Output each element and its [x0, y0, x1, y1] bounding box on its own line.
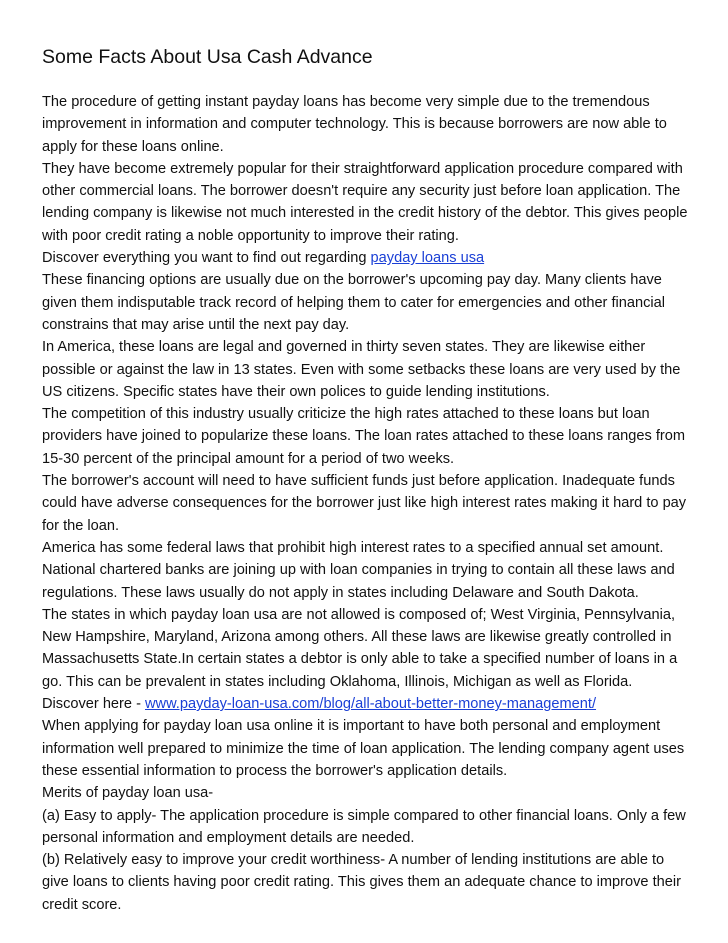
page-title: Some Facts About Usa Cash Advance	[42, 46, 373, 68]
discover-line-2	[42, 693, 692, 715]
paragraph-federal-laws: America has some federal laws that prohibit high interest rates to a specified annual set amount. National chartered banks are joining up with loan companies in trying to contain all these laws and regulations. These laws usually do not apply in states including Delaware and South Dakota.	[42, 539, 675, 601]
discover-prefix-2: Discover here -	[42, 696, 145, 713]
paragraph-merit-a: (a) Easy to apply- The application procedure is simple compared to other financial loans. Only a few personal information and employment details are needed.	[42, 807, 686, 846]
discover-line-1	[42, 247, 692, 269]
paragraph-intro: The procedure of getting instant payday loans has become very simple due to the tremendous improvement in information and computer technology. This is because borrowers are now able to apply for these loans online.	[42, 94, 667, 155]
paragraph-merits-heading: Merits of payday loan usa-	[42, 785, 214, 802]
document-page	[42, 44, 692, 916]
discover-prefix-1: Discover everything you want to find out regarding	[42, 250, 371, 267]
paragraph-account-funds: The borrower's account will need to have sufficient funds just before application. Inadequate funds could have adverse consequences for the borrower just like high interest rates making it hard to pay for the loan.	[42, 473, 687, 534]
blog-link[interactable]: www.payday-loan-usa.com/blog/all-about-better-money-management/	[145, 696, 597, 713]
paragraph-competition: The competition of this industry usually criticize the high rates attached to these loans but loan providers have joined to popularize these loans. The loan rates attached to these loans ranges from 15-30 percent of the principal amount for a period of two weeks.	[42, 406, 686, 467]
paragraph-due-date: These financing options are usually due on the borrower's upcoming pay day. Many clients have given them indisputable track record of helping them to cater for emergencies and other financial constrains that may arise until the next pay day.	[42, 272, 666, 333]
document-body	[42, 91, 692, 916]
paragraph-america-legal: In America, these loans are legal and governed in thirty seven states. They are likewise either possible or against the law in 13 states. Even with some setbacks these loans are very used by the US citizens. Specific states have their own polices to guide lending institutions.	[42, 339, 681, 400]
paragraph-popularity: They have become extremely popular for their straightforward application procedure compared with other commercial loans. The borrower doesn't require any security just before loan application. The lending company is likewise not much interested in the credit history of the debtor. This gives people with poor credit rating a noble opportunity to improve their rating.	[42, 160, 688, 244]
payday-loans-usa-link[interactable]: payday loans usa	[370, 250, 485, 267]
paragraph-applying: When applying for payday loan usa online it is important to have both personal and employment information well prepared to minimize the time of loan application. The lending company agent uses these essential information to process the borrower's application details.	[42, 718, 685, 779]
paragraph-merit-b: (b) Relatively easy to improve your credit worthiness- A number of lending institutions are able to give loans to clients having poor credit rating. This gives them an adequate chance to improve their credit score.	[42, 852, 681, 913]
paragraph-states: The states in which payday loan usa are not allowed is composed of; West Virginia, Pennsylvania, New Hampshire, Maryland, Arizona among others. All these laws are likewise greatly controlled in Massachusetts State.In certain states a debtor is only able to take a specified number of loans in a go. This can be prevalent in states including Oklahoma, Illinois, Michigan as well as Florida.	[42, 606, 678, 690]
